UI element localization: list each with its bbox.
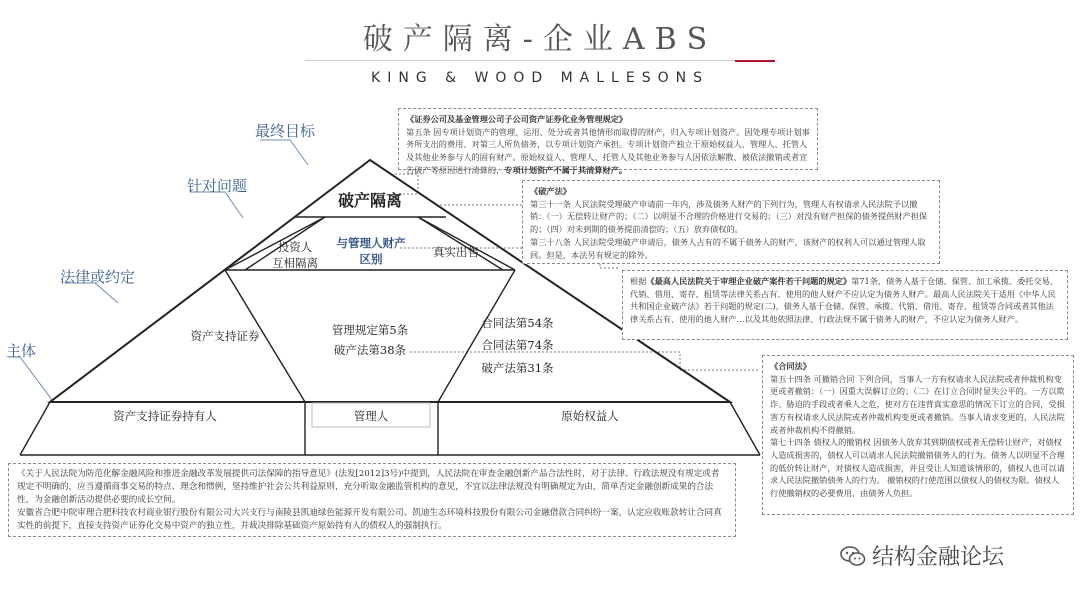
pyramid-manager: 管理人 (353, 409, 389, 423)
box4-title: 《合同法》 (770, 361, 811, 371)
watermark (840, 540, 1004, 571)
label-subject: 主体 (6, 342, 37, 360)
pyramid-investor-isolation: 投资人 互相隔离 (272, 240, 318, 270)
pyramid-top-bankruptcy-isolation: 破产隔离 (337, 191, 402, 210)
watermark-text: 结构金融论坛 (872, 545, 1005, 570)
pyramid-true-sale: 真实出售 (433, 245, 479, 259)
regulation-box-securities-companies (398, 108, 818, 175)
wechat-icon (840, 545, 866, 567)
box4-article-74: 第七十四条 债权人的撤销权 因债务人放弃其到期债权或者无偿转让财产，对债权人造成损害的，债权人可以请求人民法院撤销债务人的行为。债务人以明显不合理的低价转让财产，对债权人造成损害，并且受让人知道该情形的，债权人也可以请求人民法院撤销债务人的行为。 撤销权的行使范围以债权人的债权为限。债权人行使撤销权的必要费用，由债务人负担。 (770, 437, 1065, 499)
label-final-goal: 最终目标 (255, 122, 316, 140)
pyramid-abs-holders: 资产支持证券持有人 (113, 409, 217, 423)
box2-title: 《破产法》 (530, 186, 571, 196)
box1-body: 第五条 因专项计划资产的管理、运用、处分或者其他情形而取得的财产，归入专项计划资产。因处理专项计划事务所支出的费用、对第三人所负债务，以专项计划资产承担。专项计划资产独立于原始权益人、管理人、托管人及其他业务参与人的固有财产。原始权益人、管理人、托管人及其他业务参与人因依法解散、被依法撤销或者宣告破产等原因进行清算的，专项计划资产不属于其清算财产。 (406, 126, 810, 175)
bottom-case-paragraph: 安徽省合肥中院审理合肥科技农村商业银行股份有限公司大兴支行与南陵县凯迪绿色能源开发有限公司、凯迪生态环境科技股份有限公司金融借款合同纠纷一案，认定应收账款转让合同真实性的前提下，直接支持资产证券化交易中资产的独立性，并裁决排除基础资产原始持有人的债权人的强制执行。 (17, 507, 722, 531)
box2-article-38: 第三十八条 人民法院受理破产申请后，债务人占有的不属于债务人的财产，该财产的权利人可以通过管理人取回。但是，本法另有规定的除外。 (530, 236, 926, 260)
pyramid-abs-securities: 资产支持证券 (190, 329, 260, 343)
pyramid-legal-basis-right: 合同法第54条 合同法第74条 破产法第31条 (481, 316, 554, 375)
regulation-box-bankruptcy-law (522, 180, 940, 264)
bottom-guidance-paragraph: 《关于人民法院为防范化解金融风险和推进金融改革发展提供司法保障的指导意见》(法发[2012]3号)中提到，人民法院在审查金融创新产品合法性时，对于法律、行政法规没有规定或者规定不明确的，应当遵循商事交易的特点、理念和惯例，坚持维护社会公共利益原则，充分听取金融监管机构的意见，不宜以法律法规没有明确规定为由，简单否定金融创新成果的合法性，为金融创新活动提供必要的成长空间。 (17, 469, 720, 505)
label-law-or-agreement: 法律或约定 (60, 268, 136, 286)
box2-article-31: 第三十一条 人民法院受理破产申请前一年内，涉及债务人财产的下列行为，管理人有权请求人民法院予以撤销：（一）无偿转让财产的；（二）以明显不合理的价格进行交易的；（三）对没有财产担保的债务提供财产担保的；（四）对未到期的债务提前清偿的；（五）放弃债权的。 (530, 198, 928, 235)
label-target-problem: 针对问题 (187, 177, 248, 195)
box1-title: 《证券公司及基金管理公司子公司资产证券化业务管理规定》 (406, 114, 628, 124)
page-title: 破产隔离-企业ABS (362, 22, 718, 57)
regulation-box-supreme-court-provisions (622, 270, 1068, 340)
box4-article-54: 第五十四条 可撤销合同 下列合同，当事人一方有权请求人民法院或者仲裁机构变更或者撤销：（一）因重大误解订立的；（二）在订立合同时显失公平的。一方以欺诈、胁迫的手段或者乘人之危，使对方在违背真实意思的情况下订立的合同，受损害方有权请求人民法院或者仲裁机构变更或者撤销。当事人请求变更的，人民法院或者仲裁机构不得撤销。 (770, 373, 1065, 435)
page-subtitle: KING & WOOD MALLESONS (371, 70, 709, 86)
pyramid-original-owner: 原始权益人 (561, 409, 619, 423)
pyramid-separate-from-manager: 与管理人财产 区别 (336, 236, 406, 266)
pyramid-legal-basis-middle: 管理规定第5条 破产法第38条 (331, 323, 409, 358)
box3-body: 根据《最高人民法院关于审理企业破产案件若干问题的规定》第71条，债务人基于仓储、保管、加工承揽、委托交易、代销、借用、寄存、租赁等法律关系占有、使用的他人财产不应认定为债务人财产。最高人民法院关于适用《中华人民共和国企业破产法》若干问题的规定(二)，债务人基于仓储、保管、承揽、代销、借用、寄存、租赁等合同或者其他法律关系占有、使用的他人财产…以及其他依照法律、行政法规不属于债务人的财产，不应认定为债务人财产。 (630, 276, 1059, 325)
regulation-box-contract-law (762, 355, 1074, 515)
judicial-guidance-box (8, 463, 736, 537)
